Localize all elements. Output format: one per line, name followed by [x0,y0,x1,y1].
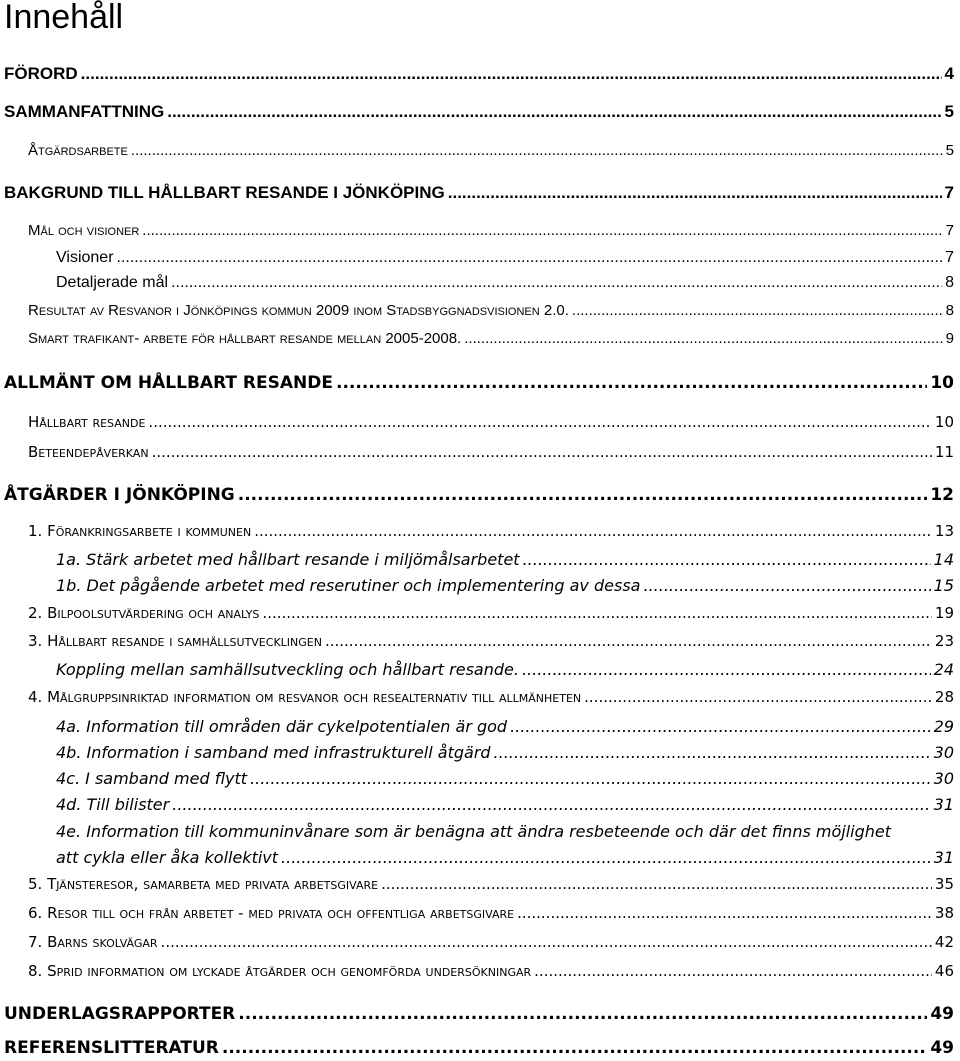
toc-entry[interactable]: Mål och visioner ..... 7 [28,222,954,239]
toc-entry[interactable]: 3. Hållbart resande i samhällsutvecklingen ..... 23 [28,632,954,650]
toc-entry[interactable]: 4d. Till bilister ..... 31 [56,795,954,814]
toc-entry[interactable]: 1a. Stärk arbetet med hållbart resande i miljömålsarbetet ..... 14 [56,550,954,569]
toc-entry[interactable]: ALLMÄNT OM HÅLLBART RESANDE ..... 10 [4,373,954,393]
toc-entry-4e-line1[interactable]: 4e. Information till kommuninvånare som är benägna att ändra resbeteende och där det finns möjlighet [56,822,892,841]
toc-entry[interactable]: SAMMANFATTNING ..... 5 [4,102,954,122]
toc-entry[interactable]: Smart trafikant- arbete för hållbart resande mellan 2005-2008. ..... 9 [28,330,954,347]
toc-entry[interactable]: Åtgärdsarbete ..... 5 [28,142,954,159]
toc-entry[interactable]: 8. Sprid information om lyckade åtgärder och genomförda undersökningar ..... 46 [28,962,954,980]
toc-entry[interactable]: 4a. Information till områden där cykelpotentialen är god ..... 29 [56,717,954,736]
toc-entry[interactable]: UNDERLAGSRAPPORTER ..... 49 [4,1004,954,1024]
toc-entry[interactable]: Beteendepåverkan ..... 11 [28,443,954,461]
toc-entry[interactable]: Koppling mellan samhällsutveckling och hållbart resande. ..... 24 [56,660,954,679]
toc-entry[interactable]: 5. Tjänsteresor, samarbeta med privata arbetsgivare ..... 35 [28,875,954,893]
toc-entry[interactable]: FÖRORD ..... 4 [4,64,954,84]
toc-entry[interactable]: 1b. Det pågående arbetet med reserutiner och implementering av dessa ..... 15 [56,576,954,595]
toc-entry[interactable]: 4c. I samband med flytt ..... 30 [56,769,954,788]
toc-entry[interactable]: REFERENSLITTERATUR ..... 49 [4,1038,954,1058]
toc-title: Innehåll [4,0,124,36]
toc-entry[interactable]: 1. Förankringsarbete i kommunen ..... 13 [28,522,954,540]
toc-entry[interactable]: 2. Bilpoolsutvärdering och analys ..... 19 [28,604,954,622]
toc-entry[interactable]: BAKGRUND TILL HÅLLBART RESANDE I JÖNKÖPING ..... 7 [4,183,954,203]
toc-entry[interactable]: Resultat av Resvanor i Jönköpings kommun 2009 inom Stadsbyggnadsvisionen 2.0. ..... 8 [28,302,954,319]
toc-entry[interactable]: 4. Målgruppsinriktad information om resvanor och resealternativ till allmänheten ..... 28 [28,688,954,706]
toc-entry[interactable]: 7. Barns skolvägar ..... 42 [28,933,954,951]
toc-entry[interactable]: 6. Resor till och från arbetet - med privata och offentliga arbetsgivare ..... 38 [28,904,954,922]
toc-entry[interactable]: Visioner ..... 7 [56,249,954,267]
toc-entry[interactable]: ÅTGÄRDER I JÖNKÖPING ..... 12 [4,485,954,505]
toc-entry[interactable]: Hållbart resande ..... 10 [28,413,954,431]
toc-entry[interactable]: 4b. Information i samband med infrastrukturell åtgärd ..... 30 [56,743,954,762]
toc-entry[interactable]: Detaljerade mål ..... 8 [56,274,954,292]
toc-entry[interactable]: att cykla eller åka kollektivt ..... 31 [56,848,954,867]
